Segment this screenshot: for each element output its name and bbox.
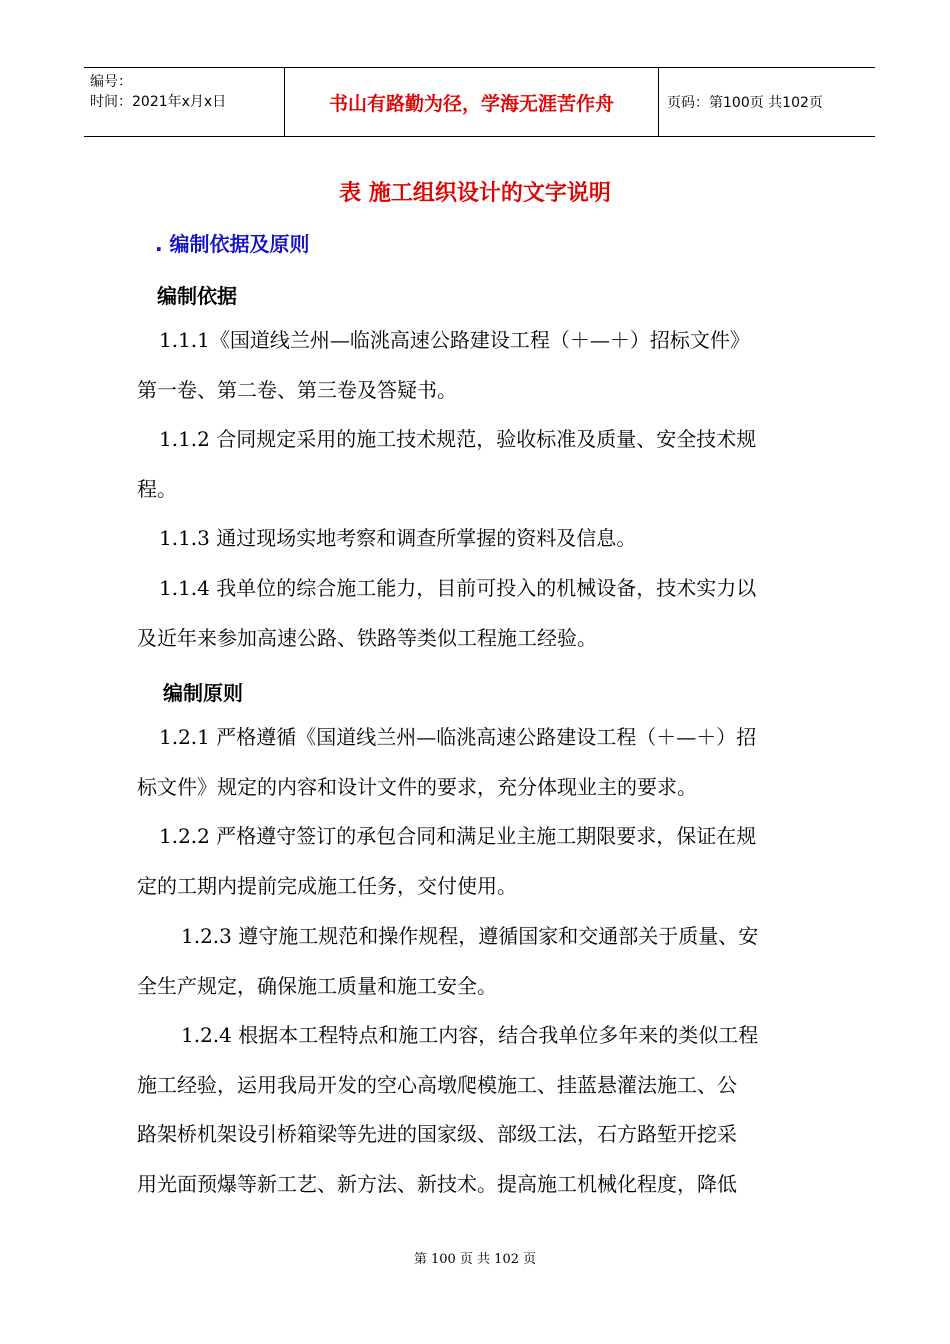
paragraph-1-2-3 [137, 912, 827, 1011]
paragraph-line: 1.2.3 遵守施工规范和操作规程，遵循国家和交通部关于质量、安 [181, 924, 759, 948]
section-heading: . 编制依据及原则 [155, 232, 310, 256]
document-number: 编号： [90, 74, 132, 90]
paragraph-1-2-1 [137, 713, 827, 812]
paragraph-line: 1.1.3 通过现场实地考察和调查所掌握的资料及信息。 [159, 526, 637, 550]
paragraph-line: 1.1.1《国道线兰州—临洮高速公路建设工程（＋—＋）招标文件》 [159, 328, 750, 352]
page-footer: 第 100 页 共 102 页 [413, 1252, 537, 1267]
paragraph-line: 标文件》规定的内容和设计文件的要求，充分体现业主的要求。 [137, 774, 697, 799]
header-motto: 书山有路勤为径，学海无涯苦作舟 [285, 68, 659, 136]
paragraph-line: 第一卷、第二卷、第三卷及答疑书。 [137, 377, 457, 402]
paragraph-line: 全生产规定，确保施工质量和施工安全。 [137, 973, 497, 998]
paragraph-1-1-4 [137, 564, 827, 663]
paragraph-line: 1.2.2 严格遵守签订的承包合同和满足业主施工期限要求，保证在规 [159, 824, 757, 848]
paragraph-line: 路架桥机架设引桥箱梁等先进的国家级、部级工法，石方路堑开挖采 [137, 1122, 737, 1146]
paragraph-line: 1.2.4 根据本工程特点和施工内容，结合我单位多年来的类似工程 [181, 1023, 759, 1047]
paragraph-1-2-4 [137, 1011, 827, 1209]
paragraph-line: 用光面预爆等新工艺、新方法、新技术。提高施工机械化程度，降低 [137, 1171, 737, 1196]
subsection-basis: 编制依据 [157, 284, 237, 308]
paragraph-line: 1.1.4 我单位的综合施工能力，目前可投入的机械设备，技术实力以 [159, 576, 757, 600]
paragraph-line: 定的工期内提前完成施工任务，交付使用。 [137, 873, 517, 898]
paragraph-1-1-3 [137, 514, 827, 564]
paragraph-line: 施工经验，运用我局开发的空心高墩爬模施工、挂蓝悬灌法施工、公 [137, 1072, 737, 1097]
paragraph-line: 及近年来参加高速公路、铁路等类似工程施工经验。 [137, 625, 597, 650]
document-title: 表 施工组织设计的文字说明 [339, 181, 611, 206]
header-page-info: 页码：第100页 共102页 [667, 95, 823, 111]
paragraph-line: 1.2.1 严格遵循《国道线兰州—临洮高速公路建设工程（＋—＋）招 [159, 725, 757, 749]
header-meta [84, 68, 285, 136]
paragraph-line: 1.1.2 合同规定采用的施工技术规范，验收标准及质量、安全技术规 [159, 427, 757, 451]
page-header [84, 67, 875, 137]
subsection-principles: 编制原则 [163, 681, 243, 705]
paragraph-1-1-2 [137, 415, 827, 514]
paragraph-1-1-1 [137, 316, 827, 415]
document-date: 时间：2021年x月x日 [90, 94, 227, 110]
paragraph-1-2-2 [137, 812, 827, 911]
paragraph-line: 程。 [137, 476, 177, 501]
